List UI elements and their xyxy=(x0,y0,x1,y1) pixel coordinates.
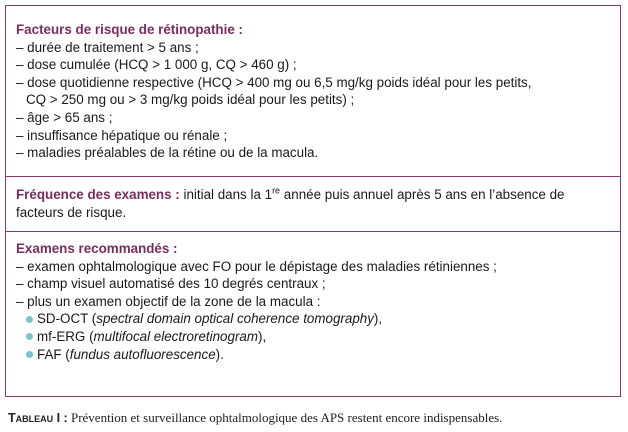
exam-end: ). xyxy=(215,346,224,362)
risk-factor-item: – maladies préalables de la rétine ou de la macula. xyxy=(16,145,319,161)
exam-fullname: fundus autofluorescence xyxy=(69,346,216,362)
risk-factor-item: – durée de traitement > 5 ans ; xyxy=(16,39,199,55)
caption-text: Prévention et surveillance ophtalmologique des APS restent encore indispensables. xyxy=(67,410,503,425)
exam-abbr: SD-OCT ( xyxy=(37,311,97,327)
bullet-dot-icon xyxy=(26,316,33,323)
exams-title: Examens recommandés : xyxy=(16,241,178,256)
exam-abbr: FAF ( xyxy=(37,346,70,362)
frequency-line xyxy=(16,186,610,204)
risk-factor-item-continued: CQ > 250 mg ou > 3 mg/kg poids idéal pour les petits) ; xyxy=(26,92,355,108)
exam-abbr: mf-ERG ( xyxy=(37,328,94,344)
exam-end: ), xyxy=(258,328,267,344)
exam-end: ), xyxy=(373,311,383,327)
frequency-section xyxy=(6,176,620,231)
risk-factor-item: – dose cumulée (HCQ > 1 000 g, CQ > 460 g) ; xyxy=(16,57,297,73)
exam-item: – plus un examen objectif de la zone de la macula : xyxy=(16,293,321,309)
frequency-text: initial dans la 1 xyxy=(179,187,273,202)
exam-fullname: multifocal electroretinogram xyxy=(93,328,259,344)
caption-label: Tableau I : xyxy=(8,411,68,425)
exam-sub-item xyxy=(16,310,610,328)
exam-sub-item xyxy=(16,328,610,346)
exams-section xyxy=(6,231,620,396)
risk-factors-title: Facteurs de risque de rétinopathie : xyxy=(16,22,243,37)
risk-factors-section xyxy=(6,6,620,176)
exam-sub-item xyxy=(16,346,610,364)
info-table xyxy=(5,5,621,397)
frequency-line-2: facteurs de risque. xyxy=(16,204,127,220)
frequency-text-rest: année puis annuel après 5 ans en l’absence de xyxy=(280,187,565,202)
bullet-dot-icon xyxy=(26,351,33,358)
exam-item: – champ visuel automatisé des 10 degrés centraux ; xyxy=(16,276,326,292)
exam-item: – examen ophtalmologique avec FO pour le dépistage des maladies rétiniennes ; xyxy=(16,258,497,274)
table-caption xyxy=(8,410,502,426)
risk-factor-item: – âge > 65 ans ; xyxy=(16,109,113,125)
risk-factor-item: – insuffisance hépatique ou rénale ; xyxy=(16,127,228,143)
risk-factor-item: – dose quotidienne respective (HCQ > 400 mg ou 6,5 mg/kg poids idéal pour les petits, xyxy=(16,74,532,90)
bullet-dot-icon xyxy=(26,333,33,340)
frequency-title: Fréquence des examens : xyxy=(16,187,180,202)
exam-fullname: spectral domain optical coherence tomography xyxy=(96,311,374,327)
frequency-superscript: re xyxy=(272,185,281,196)
